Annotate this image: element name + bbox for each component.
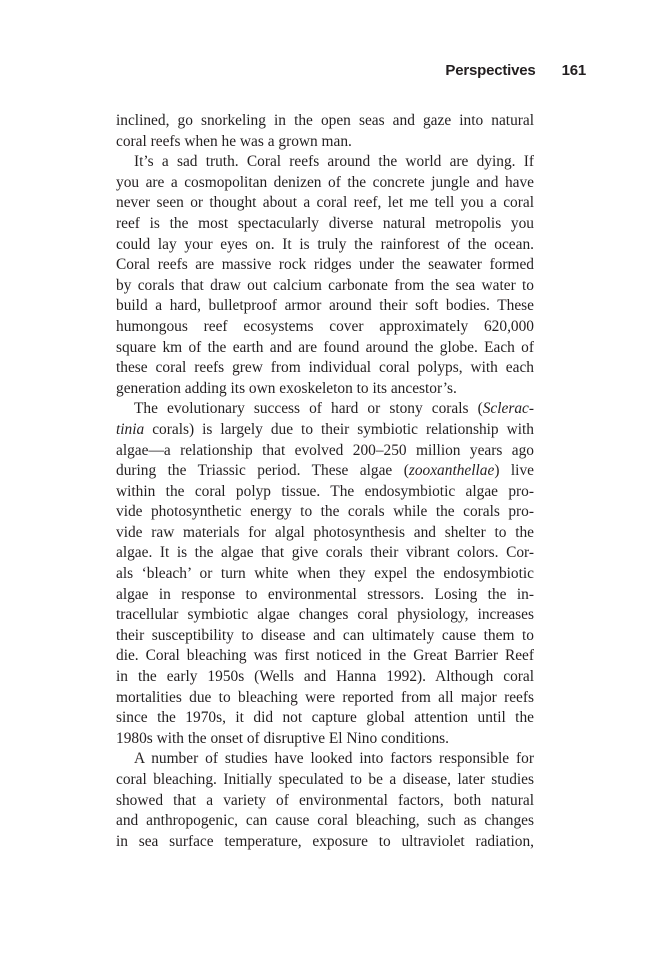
text-line: algae—a relationship that evolved 200–250 million years ago bbox=[116, 441, 534, 459]
section-title: Perspectives bbox=[445, 62, 536, 79]
text-run: The evolutionary success of hard or stony corals ( bbox=[134, 400, 483, 418]
text-line: als ‘bleach’ or turn white when they expel the endosymbiotic bbox=[116, 565, 534, 583]
text-line: generation adding its own exoskeleton to its ancestor’s. bbox=[116, 379, 457, 397]
text-line: reef is the most spectacularly diverse natural metropolis you bbox=[116, 214, 534, 232]
text-line bbox=[116, 399, 534, 420]
text-line: algae in response to environmental stressors. Losing the in- bbox=[116, 585, 534, 603]
text-line: square km of the earth and are found around the globe. Each of bbox=[116, 338, 534, 356]
text-line: mortalities due to bleaching were reported from all major reefs bbox=[116, 688, 534, 706]
text-line: could lay your eyes on. It is truly the rainforest of the ocean. bbox=[116, 235, 534, 253]
italic-term: tinia bbox=[116, 420, 145, 438]
text-line: A number of studies have looked into factors responsible for bbox=[134, 750, 534, 768]
text-line: never seen or thought about a coral reef, let me tell you a coral bbox=[116, 194, 534, 212]
text-line: humongous reef ecosystems cover approximately 620,000 bbox=[116, 317, 534, 335]
text-line: since the 1970s, it did not capture global attention until the bbox=[116, 709, 534, 727]
body-text bbox=[116, 111, 534, 852]
text-line: in sea surface temperature, exposure to ultraviolet radiation, bbox=[116, 832, 534, 850]
text-line: vide photosynthetic energy to the corals while the corals pro- bbox=[116, 503, 534, 521]
text-line: vide raw materials for algal photosynthesis and shelter to the bbox=[116, 523, 534, 541]
text-run: corals) is largely due to their symbiotic relationship with bbox=[144, 420, 534, 438]
text-line: by corals that draw out calcium carbonate from the sea water to bbox=[116, 276, 534, 294]
text-line: in the early 1950s (Wells and Hanna 1992). Although coral bbox=[116, 668, 534, 686]
text-line: die. Coral bleaching was first noticed in the Great Barrier Reef bbox=[116, 647, 534, 665]
text-line: algae. It is the algae that give corals their vibrant colors. Cor- bbox=[116, 544, 534, 562]
text-line: and anthropogenic, can cause coral bleaching, such as changes bbox=[116, 812, 534, 830]
text-line: It’s a sad truth. Coral reefs around the world are dying. If bbox=[134, 153, 534, 171]
text-line: 1980s with the onset of disruptive El Nino conditions. bbox=[116, 729, 450, 747]
running-head bbox=[445, 62, 586, 79]
text-line: these coral reefs grew from individual coral polyps, with each bbox=[116, 359, 534, 377]
italic-term: zooxanthellae bbox=[408, 462, 495, 480]
text-line bbox=[116, 461, 534, 482]
text-line: you are a cosmopolitan denizen of the concrete jungle and have bbox=[116, 173, 534, 191]
text-line: coral bleaching. Initially speculated to be a disease, later studies bbox=[116, 771, 534, 788]
text-line: Coral reefs are massive rock ridges under the seawater formed bbox=[116, 256, 534, 274]
text-run: ) live bbox=[494, 462, 534, 480]
paragraph-3 bbox=[116, 399, 534, 749]
text-line: within the coral polyp tissue. The endosymbiotic algae pro- bbox=[116, 482, 534, 500]
text-line: their susceptibility to disease and can ultimately cause them to bbox=[116, 626, 534, 644]
paragraph-2 bbox=[116, 152, 534, 399]
text-line bbox=[116, 420, 534, 441]
text-line: inclined, go snorkeling in the open seas and gaze into natural bbox=[116, 112, 534, 129]
page-number: 161 bbox=[561, 62, 586, 79]
italic-term: Sclerac- bbox=[482, 400, 534, 418]
text-line: build a hard, bulletproof armor around their soft bodies. These bbox=[116, 297, 534, 315]
paragraph-1 bbox=[116, 111, 534, 152]
text-line: showed that a variety of environmental factors, both natural bbox=[116, 791, 534, 809]
text-line: tracellular symbiotic algae changes coral physiology, increases bbox=[116, 606, 534, 624]
text-run: during the Triassic period. These algae ( bbox=[116, 462, 409, 480]
paragraph-4 bbox=[116, 749, 534, 852]
text-line: coral reefs when he was a grown man. bbox=[116, 132, 352, 150]
